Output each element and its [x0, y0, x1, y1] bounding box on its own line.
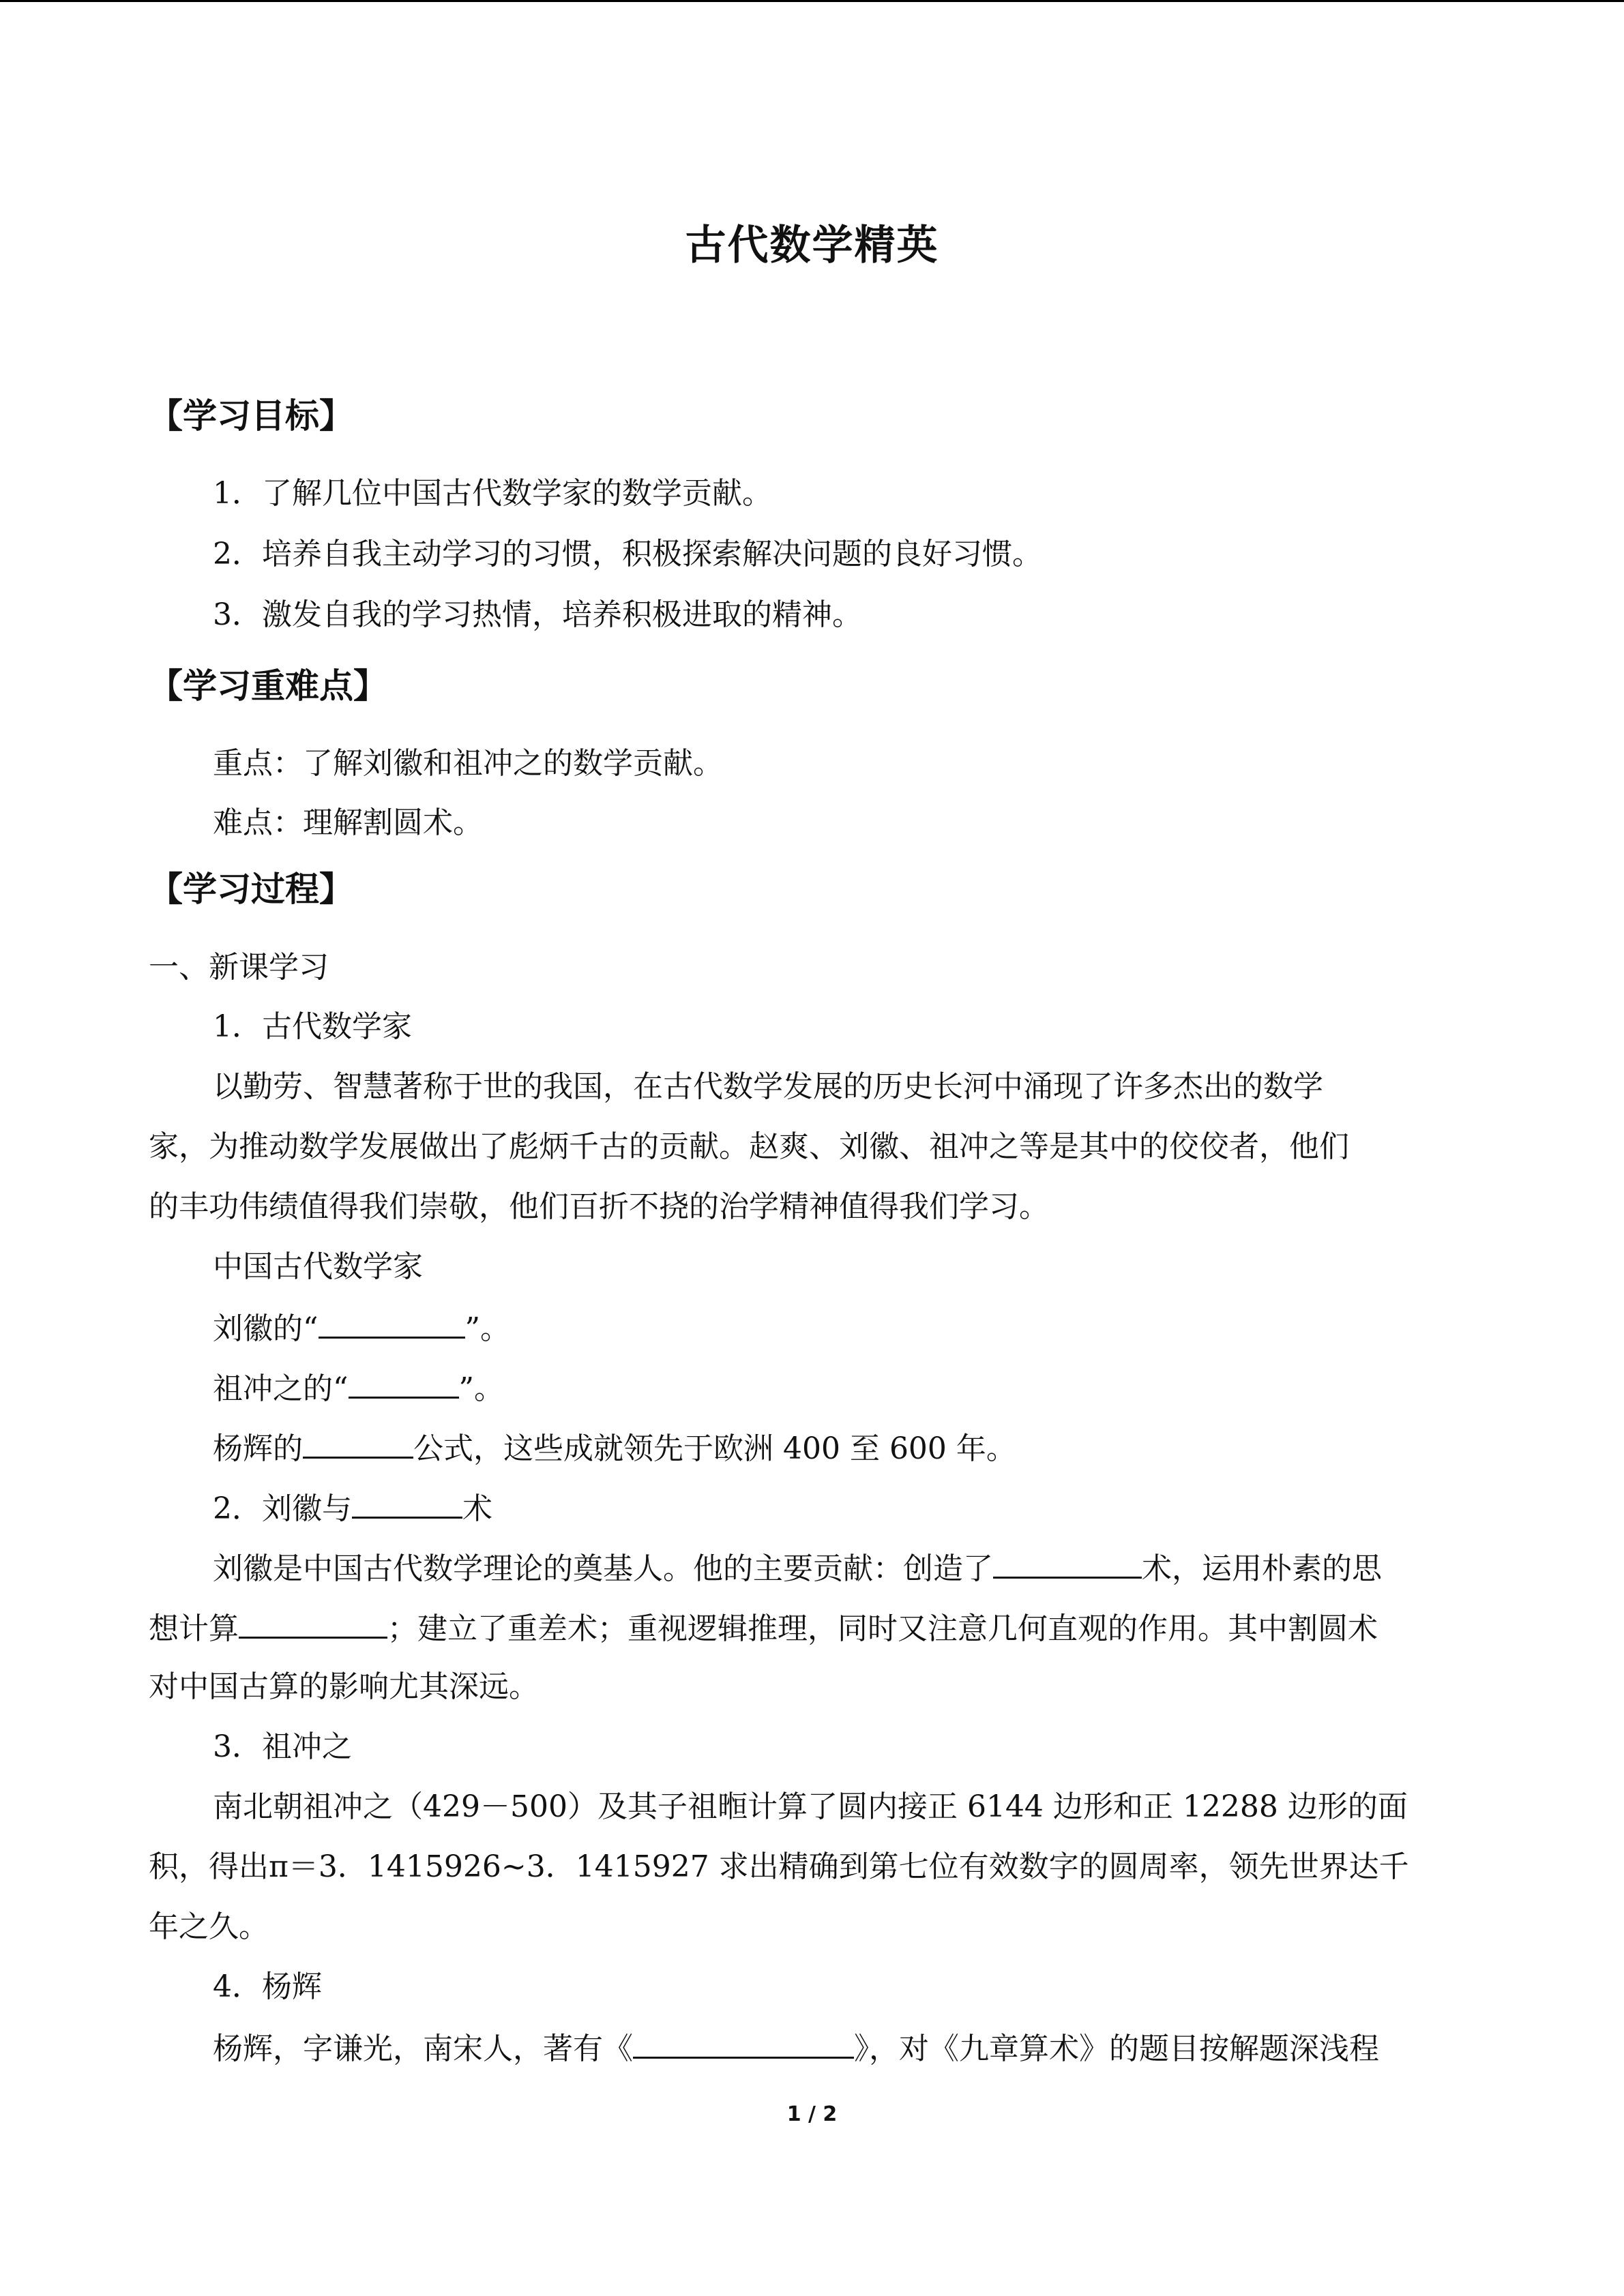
liuhui-suffix: ”。 [464, 1311, 510, 1346]
zu-prefix: 祖冲之的“ [213, 1371, 349, 1406]
key-focus: 重点：了解刘徽和祖冲之的数学贡献。 [213, 746, 723, 781]
blank-answer-1[interactable] [319, 1307, 465, 1339]
subheading-zu-chongzhi: 3．祖冲之 [213, 1729, 352, 1764]
zu-suffix: ”。 [458, 1371, 504, 1406]
para4-suffix: 》，对《九章算术》的题目按解题深浅程 [854, 2031, 1379, 2066]
paragraph-2-line-1 [213, 1547, 1382, 1590]
sub2-prefix: 2．刘徽与 [213, 1491, 352, 1526]
goal-item-1: 1．了解几位中国古代数学家的数学贡献。 [213, 476, 772, 511]
paragraph-1-line-1: 以勤劳、智慧著称于世的我国，在古代数学发展的历史长河中涌现了许多杰出的数学 [213, 1069, 1323, 1104]
paragraph-3-line-3: 年之久。 [149, 1909, 269, 1944]
yang-suffix: 公式，这些成就领先于欧洲 400 至 600 年。 [413, 1431, 1016, 1466]
blank-answer-4[interactable] [352, 1487, 462, 1519]
page-title: 古代数学精英 [685, 222, 939, 269]
part-new-lesson: 一、新课学习 [149, 950, 329, 985]
paragraph-2-line-3: 对中国古算的影响尤其深远。 [149, 1669, 539, 1704]
subheading-yang-hui: 4．杨辉 [213, 1969, 322, 2004]
para4-prefix: 杨辉，字谦光，南宋人，著有《 [213, 2031, 633, 2066]
heading-learning-goals: 【学习目标】 [149, 396, 353, 436]
subheading-liuhui [213, 1487, 492, 1530]
key-difficulty: 难点：理解割圆术。 [213, 805, 483, 840]
para2-l1-suffix: 术，运用朴素的思 [1142, 1551, 1382, 1586]
blank-answer-5[interactable] [993, 1547, 1142, 1579]
paragraph-1-line-3: 的丰功伟绩值得我们崇敬，他们百折不挠的治学精神值得我们学习。 [149, 1189, 1049, 1224]
para2-l2-prefix: 想计算 [149, 1611, 239, 1646]
paragraph-2-line-2 [149, 1607, 1378, 1650]
sub2-suffix: 术 [462, 1491, 492, 1526]
heading-key-points: 【学习重难点】 [149, 666, 387, 706]
blank-answer-3[interactable] [303, 1427, 413, 1459]
para2-l2-suffix: ；建立了重差术；重视逻辑推理，同时又注意几何直观的作用。其中割圆术 [387, 1611, 1378, 1646]
paragraph-3-line-2: 积，得出π＝3．1415926~3．1415927 求出精确到第七位有效数字的圆周率，领先世界达千 [149, 1849, 1409, 1884]
yang-fill-line [213, 1427, 1016, 1470]
mathematicians-label: 中国古代数学家 [213, 1249, 423, 1284]
paragraph-3-line-1: 南北朝祖冲之（429－500）及其子祖暅计算了圆内接正 6144 边形和正 12288 边形的面 [213, 1789, 1408, 1824]
blank-answer-2[interactable] [349, 1367, 459, 1399]
heading-learning-process: 【学习过程】 [149, 869, 353, 909]
paragraph-1-line-2: 家，为推动数学发展做出了彪炳千古的贡献。赵爽、刘徽、祖冲之等是其中的佼佼者，他们 [149, 1129, 1349, 1164]
goal-item-3: 3．激发自我的学习热情，培养积极进取的精神。 [213, 597, 862, 632]
yang-prefix: 杨辉的 [213, 1431, 303, 1466]
liuhui-prefix: 刘徽的“ [213, 1311, 319, 1346]
blank-answer-6[interactable] [239, 1607, 387, 1639]
zu-fill-line [213, 1367, 504, 1410]
page-number: 1 / 2 [786, 2102, 838, 2126]
paragraph-4-line-1 [213, 2027, 1379, 2070]
subheading-ancient-mathematicians: 1．古代数学家 [213, 1009, 412, 1044]
blank-answer-7[interactable] [633, 2027, 854, 2059]
para2-l1-prefix: 刘徽是中国古代数学理论的奠基人。他的主要贡献：创造了 [213, 1551, 993, 1586]
goal-item-2: 2．培养自我主动学习的习惯，积极探索解决问题的良好习惯。 [213, 537, 1042, 571]
liuhui-fill-line [213, 1307, 510, 1350]
